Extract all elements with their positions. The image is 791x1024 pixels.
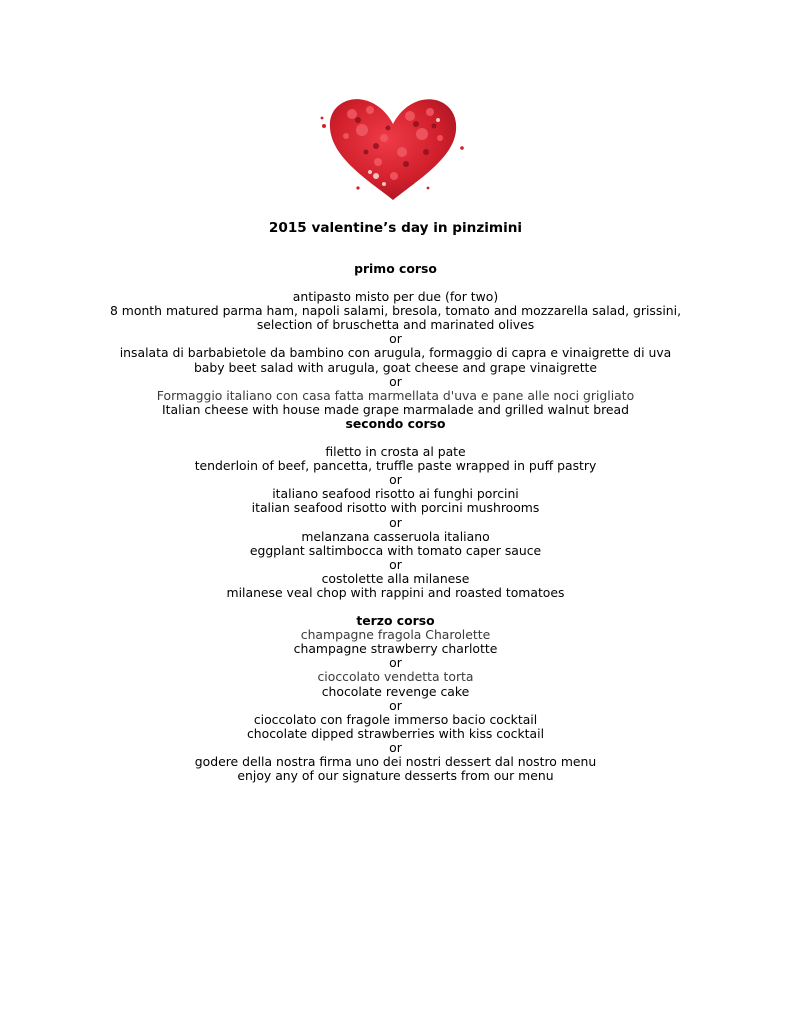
menu-text	[40, 220, 751, 783]
menu-line: eggplant saltimbocca with tomato caper sauce	[249, 542, 542, 558]
menu-line: chocolate dipped strawberries with kiss cocktail	[246, 725, 545, 741]
menu-line: baby beet salad with arugula, goat cheese and grape vinaigrette	[193, 359, 598, 375]
course-heading-primo: primo corso	[354, 261, 437, 276]
course-heading-terzo: terzo corso	[356, 613, 435, 629]
menu-line: enjoy any of our signature desserts from our menu	[237, 768, 554, 784]
menu-line: godere della nostra firma uno dei nostri dessert dal nostro menu	[194, 754, 597, 769]
menu-line: or	[389, 697, 402, 713]
menu-line: insalata di barbabietole da bambino con arugula, formaggio di capra e vinaigrette di uva	[119, 345, 672, 361]
menu-line: or	[389, 331, 402, 347]
menu-line: tenderloin of beef, pancetta, truffle paste wrapped in puff pastry	[194, 458, 597, 474]
course-heading-secondo: secondo corso	[345, 415, 446, 431]
menu-line: cioccolato con fragole immerso bacio cocktail	[253, 711, 538, 727]
menu-line: cioccolato vendetta torta	[317, 669, 474, 685]
menu-line: italiano seafood risotto ai funghi porcini	[272, 486, 519, 502]
menu-line: or	[389, 739, 402, 755]
menu-line: 8 month matured parma ham, napoli salami, bresola, tomato and mozzarella salad, grissini,	[109, 303, 682, 319]
menu-line: melanzana casseruola italiano	[301, 528, 490, 544]
menu-line: italian seafood risotto with porcini mushrooms	[251, 500, 540, 516]
heart-icon	[318, 92, 468, 204]
menu-line: filetto in crosta al pate	[325, 444, 466, 460]
menu-line: antipasto misto per due (for two)	[292, 289, 499, 305]
menu-line: Formaggio italiano con casa fatta marmellata d'uva e pane alle noci grigliato	[156, 387, 635, 403]
menu-line: milanese veal chop with rappini and roasted tomatoes	[226, 584, 565, 600]
menu-line: chocolate revenge cake	[321, 683, 470, 699]
menu-line: or	[389, 655, 402, 671]
menu-line: costolette alla milanese	[321, 570, 470, 586]
menu-line: champagne fragola Charolette	[300, 627, 491, 643]
menu-line: or	[389, 373, 402, 389]
menu-line: or	[389, 472, 402, 488]
menu-line: or	[389, 556, 402, 572]
page-title: 2015 valentine’s day in pinzimini	[268, 220, 523, 236]
menu-line: or	[389, 514, 402, 530]
menu-line: Italian cheese with house made grape marmalade and grilled walnut bread	[162, 401, 629, 417]
menu-line: selection of bruschetta and marinated olives	[256, 317, 535, 333]
menu-line: champagne strawberry charlotte	[293, 641, 498, 657]
